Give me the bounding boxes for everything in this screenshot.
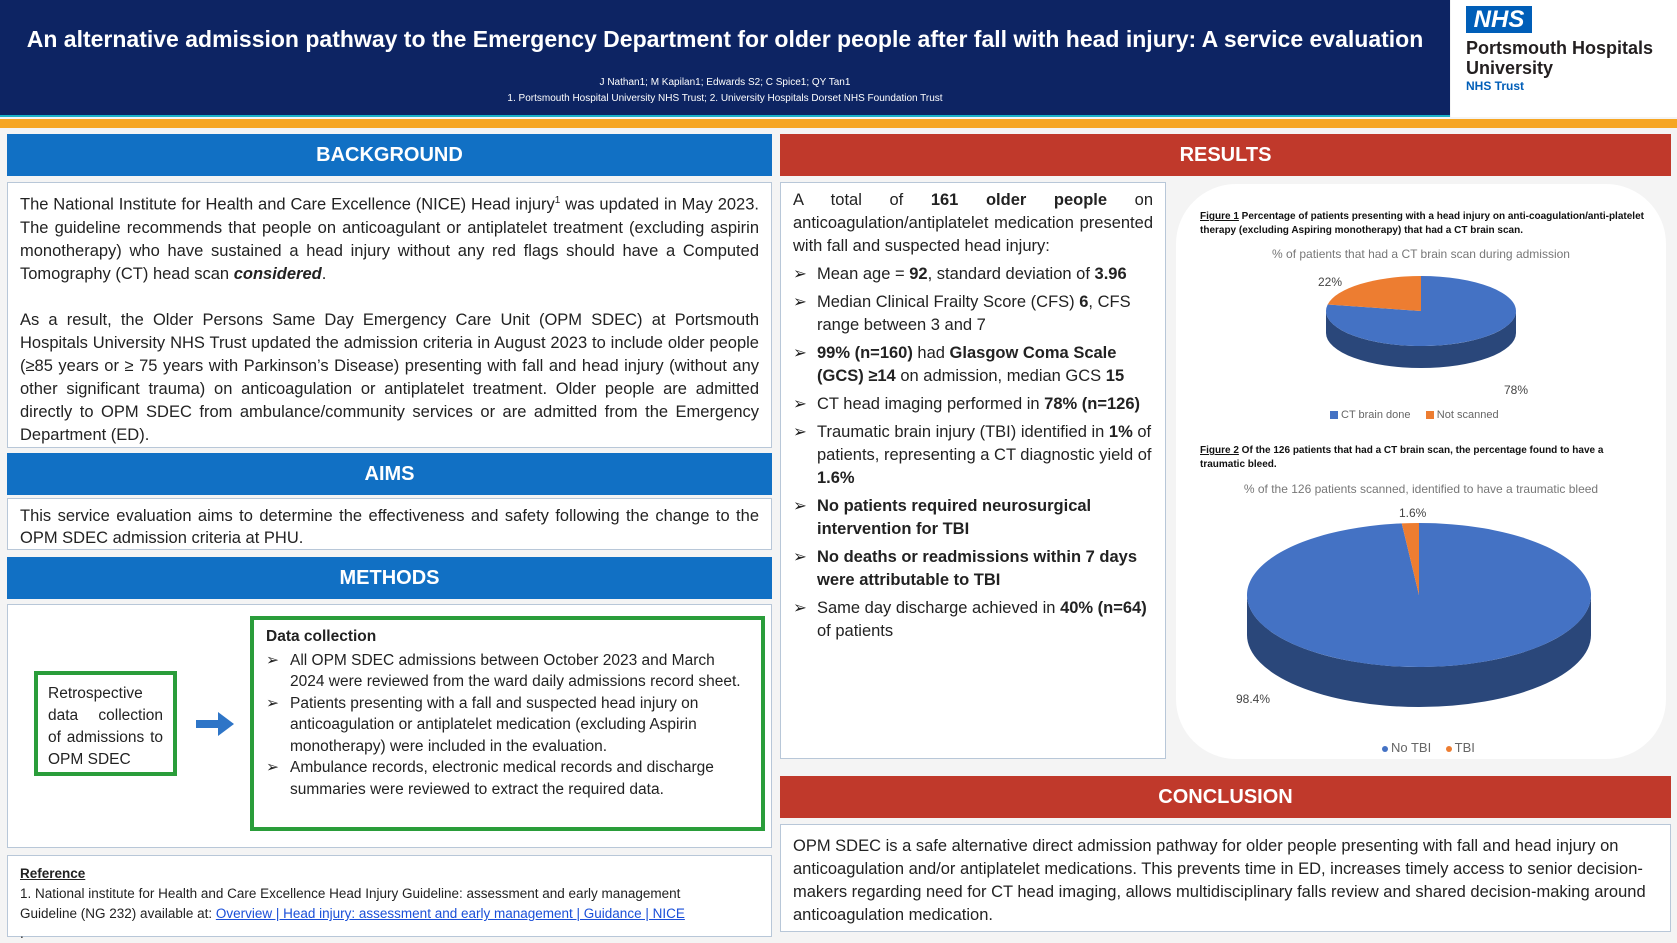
data-collection-title: Data collection: [266, 628, 377, 645]
reference-heading: Reference: [20, 866, 86, 881]
pie-data-label: 1.6%: [1399, 506, 1427, 520]
affiliations: 1. Portsmouth Hospital University NHS Trust; 2. University Hospitals Dorset NHS Foundation Trust: [507, 93, 943, 104]
conclusion-heading: CONCLUSION: [780, 776, 1671, 818]
aims-text: This service evaluation aims to determine the effectiveness and safety following the change to the OPM SDEC admission criteria at PHU.: [20, 507, 759, 547]
background-paragraph-1: The National Institute for Health and Care Excellence (NICE) Head injury$^1$ was updated in May 2023. The guideline recommends that people on anticoagulant or antiplatelet treatment (excluding aspirin monotherapy) who have sustained a head injury without any red flags should have a Computed Tomography (CT) head scan considered.: [20, 195, 759, 283]
results-list: [793, 263, 1153, 643]
poster-title: An alternative admission pathway to the Emergency Department for older people after fall with head injury: A service evaluation: [26, 26, 1424, 52]
logo-org-line1: Portsmouth Hospitals: [1466, 38, 1654, 58]
legend-label: Not scanned: [1436, 409, 1499, 421]
authors: J Nathan1; M Kapilan1; Edwards S2; C Spice1; QY Tan1: [599, 77, 851, 88]
list-item: ➢ Ambulance records, electronic medical records and discharge summaries were reviewed to extract the required data.: [266, 757, 749, 800]
pie-data-label: 98.4%: [1236, 692, 1271, 706]
legend-swatch: [1426, 411, 1434, 419]
chart-2-legend: [1382, 740, 1475, 755]
list-item: ➢ Patients presenting with a fall and suspected head injury on anticoagulation or antiplatelet medication (excluding Aspirin monotherapy) were included in the evaluation.: [266, 693, 749, 758]
list-item: ➢ Mean age = 92, standard deviation of 3.96: [793, 263, 1153, 286]
logo-org-line3: NHS Trust: [1466, 79, 1525, 93]
list-item: ➢ Same day discharge achieved in 40% (n=64) of patients: [793, 597, 1153, 643]
legend-label: CT brain done: [1341, 409, 1411, 421]
methods-heading: METHODS: [7, 557, 772, 599]
list-item: ➢ Traumatic brain injury (TBI) identified in 1% of patients, representing a CT diagnostic yield of 1.6%: [793, 421, 1153, 490]
reference-box: [7, 855, 772, 941]
list-item: ➢ Median Clinical Frailty Score (CFS) 6, CFS range between 3 and 7: [793, 291, 1153, 337]
background-heading: BACKGROUND: [7, 134, 772, 176]
figure-2-caption: Figure 2 Of the 126 patients that had a CT brain scan, the percentage found to have a traumatic bleed.: [1200, 445, 1604, 470]
legend-label: No TBI: [1391, 740, 1432, 755]
legend-swatch: [1446, 746, 1452, 752]
poster-header: [0, 0, 1450, 117]
list-item: ➢ CT head imaging performed in 78% (n=126): [793, 393, 1153, 416]
data-collection-box: [250, 616, 765, 831]
nhs-logo-icon: NHS: [1466, 6, 1532, 33]
conclusion-text: OPM SDEC is a safe alternative direct admission pathway for older people presenting with fall and head injury on anticoagulation and/or antiplatelet medications. This prevents time in ED, increases timely access to senior decision-makers regarding need for CT head imaging, allows multidisciplinary falls review and shared decision-making around anticoagulation medication.: [793, 837, 1646, 924]
arrow-right-icon: [196, 712, 234, 736]
list-item: ➢ 99% (n=160) had Glasgow Coma Scale (GCS) ≥14 on admission, median GCS 15: [793, 342, 1153, 388]
chart-1-title: % of patients that had a CT brain scan during admission: [1272, 247, 1570, 261]
nice-guidance-link[interactable]: Overview | Head injury: assessment and early management | Guidance | NICE: [215, 906, 685, 921]
retrospective-box: Retrospective data collection of admissions to OPM SDEC: [34, 671, 177, 776]
aims-box: [7, 498, 772, 550]
logo-org-line2: University: [1466, 58, 1554, 78]
chart-2-title: % of the 126 patients scanned, identified to have a traumatic bleed: [1243, 482, 1599, 496]
results-intro: A total of 161 older people on anticoagulation/antiplatelet medication presented with fall and suspected head injury:: [793, 191, 1154, 255]
background-paragraph-2: As a result, the Older Persons Same Day Emergency Care Unit (OPM SDEC) at Portsmouth Hospitals University NHS Trust updated the admission criteria in August 2023 to include older people (≥85 years or ≥ 75 years with Parkinson’s Disease) presenting with fall and head injury (without any other significant trauma) on anticoagulation or antiplatelet treatment. Older people are admitted directly to OPM SDEC from ambulance/community services or are admitted from the Emergency Department (ED).: [20, 310, 759, 444]
conclusion-box: [780, 824, 1671, 932]
reference-line-1: 1. National institute for Health and Care Excellence Head Injury Guideline: assessment and early management: [20, 886, 681, 901]
list-item: ➢ No deaths or readmissions within 7 days were attributable to TBI: [793, 546, 1153, 592]
pie-data-label: 22%: [1318, 275, 1343, 289]
list-item: ➢ All OPM SDEC admissions between October 2023 and March 2024 were reviewed from the ward daily admissions record sheet.: [266, 650, 749, 693]
data-collection-list: [266, 650, 749, 801]
background-box: [7, 182, 772, 448]
legend-label: TBI: [1454, 740, 1475, 755]
pie-data-label: 78%: [1504, 383, 1529, 397]
results-heading: RESULTS: [780, 134, 1671, 176]
results-box: [780, 182, 1166, 759]
reference-line-2: Guideline (NG 232) available at: Overview | Head injury: assessment and early management | Guidance | NICE: [20, 906, 685, 921]
chart-1-pie: [1176, 266, 1666, 406]
divider-bar: [0, 119, 1677, 128]
aims-heading: AIMS: [7, 453, 772, 495]
chart-2-pie: [1176, 500, 1666, 740]
chart-1-legend: [1330, 409, 1499, 421]
figure-1-caption: Figure 1 Percentage of patients presenting with a head injury on anti-coagulation/anti-platelet therapy (excluding Aspiring monotherapy) that had a CT brain scan.: [1200, 211, 1644, 236]
legend-swatch: [1330, 411, 1338, 419]
nhs-trust-logo: [1451, 0, 1677, 117]
reference-tail: .: [20, 926, 24, 941]
legend-swatch: [1382, 746, 1388, 752]
list-item: ➢ No patients required neurosurgical intervention for TBI: [793, 495, 1153, 541]
